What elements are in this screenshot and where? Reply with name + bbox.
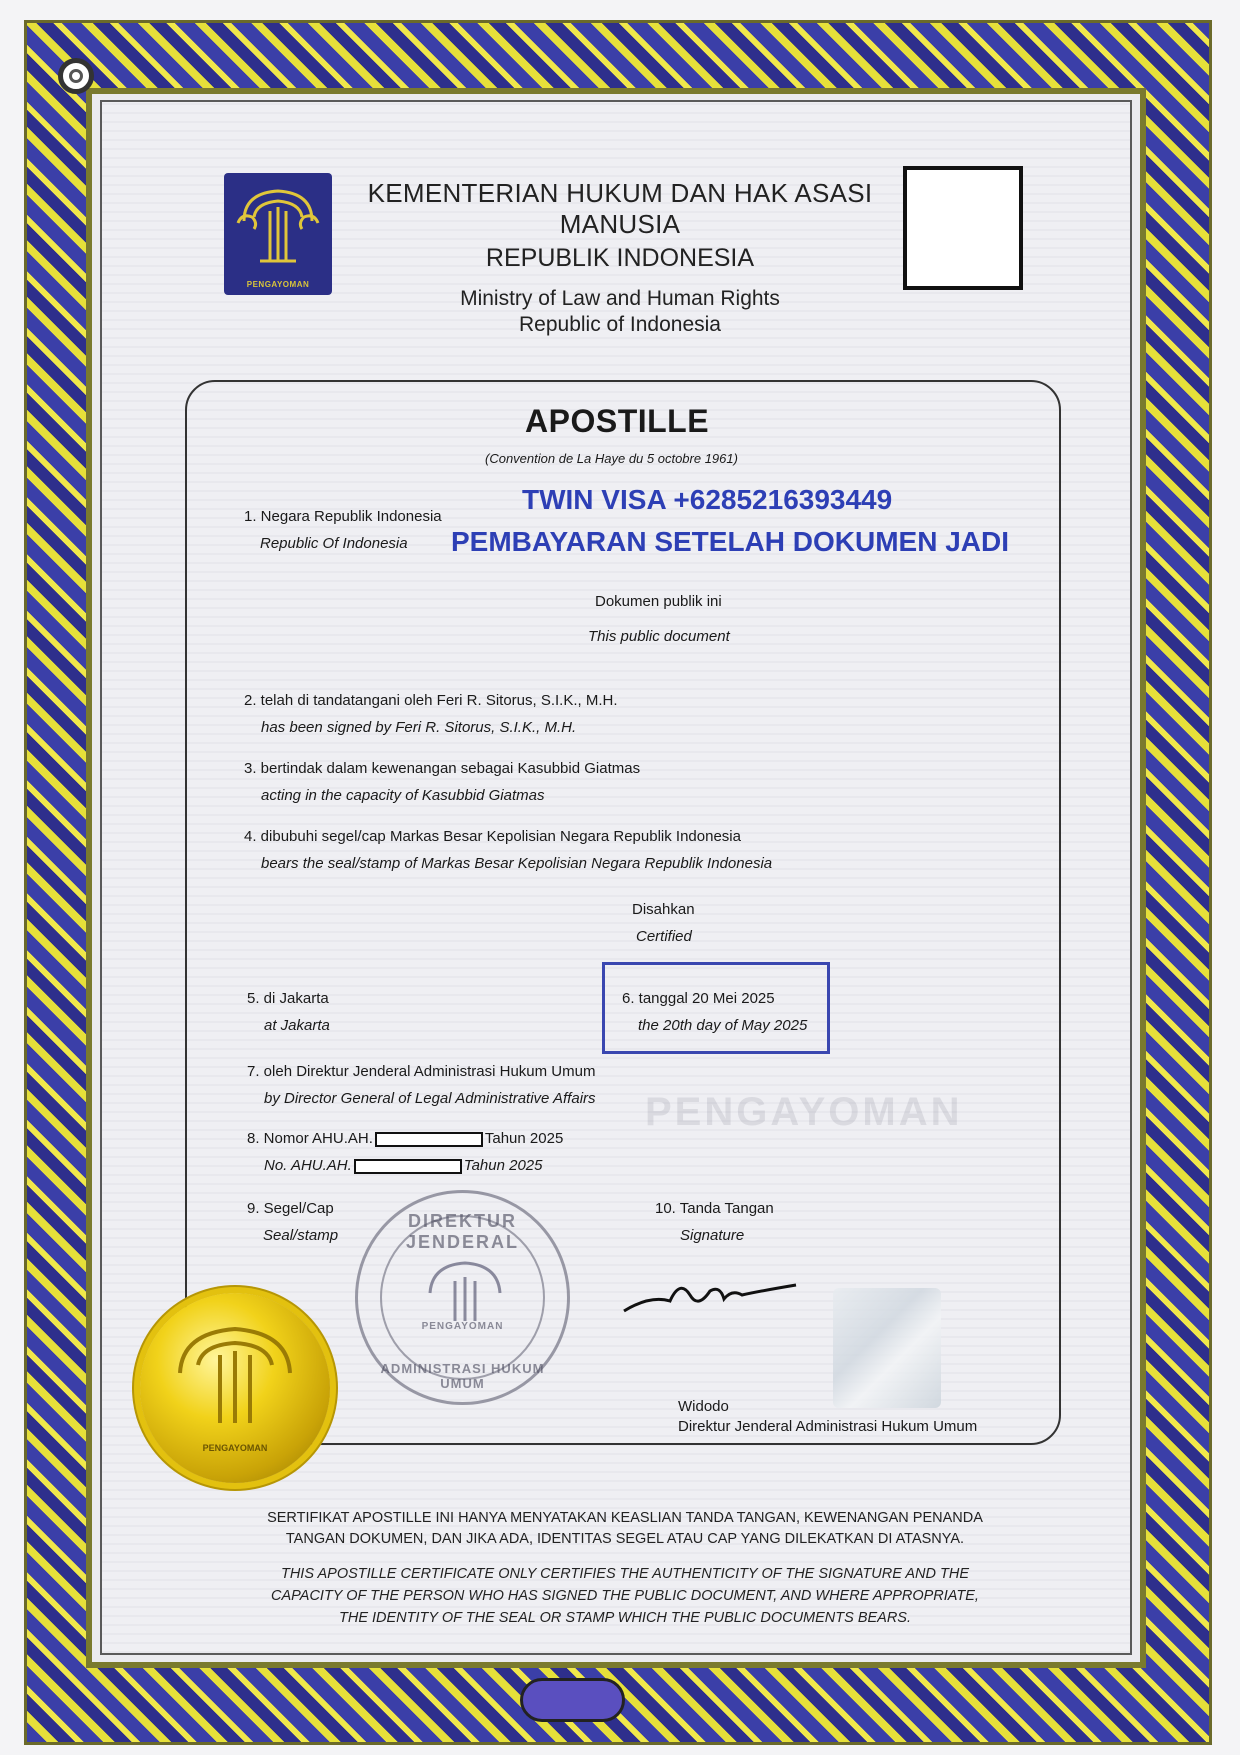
ministry-heading: [330, 178, 910, 337]
footer-id-line1: SERTIFIKAT APOSTILLE INI HANYA MENYATAKAN KEASLIAN TANDA TANGAN, KEWENANGAN PENANDA: [267, 1510, 983, 1526]
field-4-label: 4. dibubuhi segel/cap Markas Besar Kepolisian Negara Republik Indonesia: [244, 828, 741, 845]
country-name-id: REPUBLIK INDONESIA: [485, 244, 755, 272]
field-4-value-en: bears the seal/stamp of Markas Besar Kepolisian Negara Republik Indonesia: [261, 855, 773, 872]
field-2-value-en: has been signed by Feri R. Sitorus, S.I.K., M.H.: [261, 719, 577, 736]
photo-box: [903, 166, 1023, 290]
field-7-value-en: by Director General of Legal Administrative Affairs: [264, 1090, 596, 1107]
ministry-name-id: KEMENTERIAN HUKUM DAN HAK ASASI MANUSIA: [367, 178, 873, 239]
grommet-icon: [58, 58, 94, 94]
watermark-text: PENGAYOMAN: [645, 1090, 963, 1134]
field-6-value-en: the 20th day of May 2025: [638, 1017, 808, 1034]
field-8-suffix: Tahun 2025: [484, 1130, 564, 1147]
field-8-en-prefix: No. AHU.AH.: [264, 1157, 352, 1174]
field-8-label: [247, 1130, 563, 1147]
field-10-label: 10. Tanda Tangan: [655, 1200, 774, 1217]
bottom-ribbon-tab: [520, 1678, 625, 1722]
field-1-value-en: Republic Of Indonesia: [260, 535, 408, 552]
stamp-top-text: DIREKTUR JENDERAL: [405, 1211, 519, 1252]
document-label: Dokumen publik ini: [595, 593, 722, 610]
footer-id-line2: TANGAN DOKUMEN, DAN JIKA ADA, IDENTITAS SEGEL ATAU CAP YANG DILEKATKAN DI ATASNYA.: [285, 1531, 965, 1547]
gold-seal: [140, 1293, 330, 1483]
field-8-en-suffix: Tahun 2025: [463, 1157, 543, 1174]
ministry-name-en: Ministry of Law and Human Rights: [460, 287, 780, 310]
convention-subtitle: (Convention de La Haye du 5 octobre 1961): [485, 451, 738, 466]
stamp-bottom-text: ADMINISTRASI HUKUM UMUM: [380, 1361, 545, 1391]
field-5-label: 5. di Jakarta: [247, 990, 329, 1007]
signer-title: Direktur Jenderal Administrasi Hukum Umum: [678, 1418, 978, 1435]
stamp-center-text: PENGAYOMAN: [421, 1321, 504, 1332]
field-8-prefix: 8. Nomor AHU.AH.: [247, 1130, 373, 1147]
redaction-box: [375, 1132, 483, 1147]
gold-seal-label: PENGAYOMAN: [202, 1443, 268, 1453]
certified-label: Disahkan: [632, 901, 695, 918]
field-9-label: 9. Segel/Cap: [247, 1200, 334, 1217]
footer-en-line3: THE IDENTITY OF THE SEAL OR STAMP WHICH THE PUBLIC DOCUMENTS BEARS.: [338, 1610, 912, 1626]
field-1-label: 1. Negara Republik Indonesia: [244, 508, 442, 525]
field-2-label: 2. telah di tandatangani oleh Feri R. Sitorus, S.I.K., M.H.: [244, 692, 618, 709]
overlay-contact: TWIN VISA +6285216393449: [522, 484, 893, 515]
footer-disclaimer-id: [215, 1508, 1035, 1550]
field-8-value-en: [264, 1157, 543, 1174]
stamp-emblem-icon: [420, 1255, 510, 1335]
country-name-en: Republic of Indonesia: [519, 313, 721, 336]
date-highlight-box: [602, 962, 830, 1054]
document-label-en: This public document: [588, 628, 730, 645]
field-9-value-en: Seal/stamp: [263, 1227, 339, 1244]
field-7-label: 7. oleh Direktur Jenderal Administrasi Hukum Umum: [247, 1063, 596, 1080]
overlay-payment-note: PEMBAYARAN SETELAH DOKUMEN JADI: [451, 526, 1010, 557]
footer-disclaimer-en: [215, 1563, 1035, 1629]
pengayoman-tree-icon: [224, 173, 332, 273]
official-stamp: [355, 1190, 570, 1405]
certified-label-en: Certified: [636, 928, 692, 945]
field-3-value-en: acting in the capacity of Kasubbid Giatmas: [261, 787, 545, 804]
signer-name: Widodo: [678, 1398, 729, 1415]
signature-mark: [620, 1265, 800, 1325]
field-5-value-en: at Jakarta: [264, 1017, 330, 1034]
hologram-sticker: [833, 1288, 941, 1408]
gold-seal-emblem-icon: [140, 1293, 330, 1443]
field-3-label: 3. bertindak dalam kewenangan sebagai Kasubbid Giatmas: [244, 760, 641, 777]
field-6-label: 6. tanggal 20 Mei 2025: [622, 990, 775, 1007]
logo-label: PENGAYOMAN: [246, 280, 310, 289]
apostille-title: APOSTILLE: [525, 403, 710, 439]
ministry-logo: [224, 173, 332, 295]
field-10-value-en: Signature: [680, 1227, 745, 1244]
footer-en-line1: THIS APOSTILLE CERTIFICATE ONLY CERTIFIES THE AUTHENTICITY OF THE SIGNATURE AND THE: [280, 1566, 970, 1582]
footer-en-line2: CAPACITY OF THE PERSON WHO HAS SIGNED THE PUBLIC DOCUMENT, AND WHERE APPROPRIATE,: [271, 1588, 979, 1604]
redaction-box: [354, 1159, 462, 1174]
